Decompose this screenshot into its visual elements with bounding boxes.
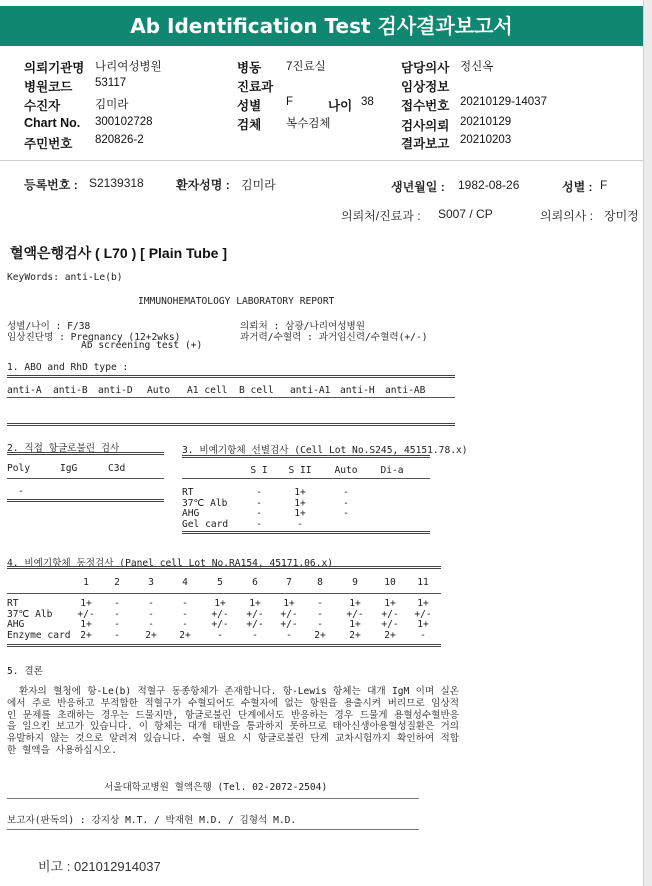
screen-cell: - — [343, 497, 349, 509]
screen-cell: - — [343, 487, 349, 498]
rrn-label: 주민번호 — [24, 137, 73, 151]
panel-cell: 2+ — [384, 629, 396, 641]
panel-cell: - — [148, 619, 154, 631]
report-date-value: 20210203 — [460, 134, 512, 146]
panel-cell: +/- — [414, 608, 432, 620]
panel-cell: 1+ — [417, 619, 429, 631]
panel-cell: +/- — [246, 619, 264, 631]
panel-cell: 2+ — [80, 629, 92, 641]
screen-row-label: AHG — [182, 508, 200, 519]
dat-value-cell: - — [18, 486, 24, 497]
panel-header-cell: 4 — [182, 577, 188, 588]
report-title: Ab Identification Test 검사결과보고서 — [130, 14, 513, 38]
institution-line: 서울대학교병원 혈액은행 (Tel. 02-2072-2504) — [104, 782, 328, 793]
hospital-code-label: 병원코드 — [24, 80, 73, 94]
abo-header-cell: B cell — [239, 385, 274, 396]
panel-cell: 1+ — [249, 598, 261, 609]
name-value: 김미라 — [241, 178, 276, 192]
hospital-code-value: 53117 — [95, 77, 127, 89]
ward-value: 7진료실 — [286, 61, 326, 73]
panel-rule-mid — [7, 593, 441, 594]
abo-rule-mid — [7, 397, 455, 398]
panel-row-label: RT — [7, 598, 19, 609]
panel-header-cell: 2 — [114, 577, 120, 588]
doctor-label: 담당의사 — [401, 61, 450, 75]
panel-header-cell: 1 — [83, 577, 89, 588]
conclusion-title: 5. 결론 — [7, 666, 43, 677]
request-date-value: 20210129 — [460, 116, 512, 128]
req-dept-label: 의뢰처/진료과 : — [341, 209, 421, 223]
sex-label: 성별 — [237, 99, 262, 113]
header-divider — [0, 160, 643, 161]
panel-row-label: 37℃ Alb — [7, 608, 53, 620]
panel-header-cell: 10 — [384, 577, 396, 588]
diagnosis-line-2: Ab screening test (+) — [81, 340, 203, 351]
screen-cell: - — [256, 487, 262, 498]
panel-cell: 1+ — [80, 598, 92, 609]
abo-header-cell: Auto — [147, 385, 171, 396]
dept-label: 진료과 — [237, 80, 274, 94]
panel-cell: +/- — [246, 608, 264, 620]
institution-value: 나리여성병원 — [95, 61, 162, 73]
dat-rule-bottom — [7, 499, 164, 502]
institution-label: 의뢰기관명 — [24, 61, 85, 75]
abo-title: 1. ABO and RhD type : — [7, 362, 129, 373]
panel-row-label: Enzyme card — [7, 629, 71, 641]
abo-header-cell: anti-H — [340, 385, 375, 396]
req-doctor-label: 의뢰의사 : — [540, 209, 594, 223]
abo-rule-top — [7, 375, 455, 378]
dat-header-cell: Poly — [7, 463, 31, 474]
screen-row-label: 37℃ Alb — [182, 497, 228, 509]
panel-cell: 1+ — [384, 598, 396, 609]
screen-rule-top — [182, 455, 430, 458]
req-doctor-value: 장미정 — [604, 209, 639, 223]
age-value: 38 — [361, 96, 374, 108]
panel-header-cell: 3 — [148, 577, 154, 588]
keywords: KeyWords: anti-Le(b) — [7, 272, 123, 283]
panel-cell: - — [114, 629, 120, 641]
request-date-label: 검사의뢰 — [401, 119, 450, 133]
panel-cell: - — [182, 619, 188, 631]
panel-cell: - — [317, 608, 323, 620]
reg-label: 등록번호 : — [24, 178, 78, 192]
screen-cell: - — [297, 518, 303, 530]
screen-rule-bottom — [182, 531, 430, 534]
screen-row-label: RT — [182, 487, 194, 498]
screen-title: 3. 비예기항체 선별검사 (Cell Lot No.S245, 45151.78.x) — [182, 445, 468, 456]
req-dept-value: S007 / CP — [438, 207, 493, 221]
panel-cell: +/- — [280, 619, 298, 631]
accession-label: 접수번호 — [401, 99, 450, 113]
panel-cell: +/- — [381, 608, 399, 620]
dob-value: 1982-08-26 — [458, 178, 520, 192]
screen-header-cell: Auto — [334, 465, 358, 476]
dat-header-cell: C3d — [108, 463, 126, 474]
sex-age-line: 성별/나이 : F/38 — [7, 321, 91, 332]
panel-cell: 1+ — [283, 598, 295, 609]
panel-cell: 1+ — [349, 619, 361, 631]
age-label: 나이 — [328, 99, 353, 113]
screen-cell: - — [256, 508, 262, 519]
footer-rule-1 — [7, 798, 419, 799]
panel-row-label: AHG — [7, 619, 25, 631]
panel-cell: 1+ — [349, 598, 361, 609]
panel-cell: - — [114, 598, 120, 609]
panel-cell: 1+ — [80, 619, 92, 631]
abo-header-cell: anti-A — [7, 385, 42, 396]
screen-cell: - — [343, 508, 349, 519]
panel-cell: +/- — [280, 608, 298, 620]
chart-label: Chart No. — [24, 116, 81, 130]
panel-cell: +/- — [211, 608, 229, 620]
panel-title: 4. 비예기항체 동정검사 (Panel cell Lot No.RA154, 45171.06.x) — [7, 558, 333, 569]
sex-value: F — [286, 96, 294, 108]
panel-cell: - — [217, 629, 223, 641]
screen-cell: 1+ — [294, 508, 306, 519]
requester-line: 의뢰처 : 삼광/나리여성병원 — [240, 321, 366, 332]
panel-cell: - — [420, 629, 426, 641]
panel-cell: 2+ — [145, 629, 157, 641]
specimen-label: 검체 — [237, 118, 262, 132]
panel-cell: 2+ — [179, 629, 191, 641]
panel-cell: +/- — [381, 619, 399, 631]
screen-cell: - — [256, 497, 262, 509]
conclusion-text: 환자의 혈청에 항-Le(b) 적혈구 동종항체가 존재합니다. 항-Lewis 항체는 대개 IgM 이며 실온에서 주로 반응하고 부적합한 적혈구가 수혈되어도 수혈자에 없는 항원을 용출시켜 버리므로 임상적인 문제를 초래하는 경우는 드물지만, 항글로불린 단계에서도 반응하는 경우 드물게 용혈성수혈반응을 일으킨 보고가 있습니다. 이 항체는 대개 태반을 통과하지 못하므로 태아신생아용혈성질환은 거의 유발하지 않는 것으로 알려져 있습니다. 수혈 필요 시 항글로불린 단계 교차시험까지 확인하여 적합한 혈액을 사용하십시오. — [7, 686, 459, 756]
chart-value: 300102728 — [95, 116, 153, 128]
panel-header-cell: 8 — [317, 577, 323, 588]
diagnosis-line-1: 임상진단명 : Pregnancy (12+2wks) — [7, 332, 181, 343]
abo-header-cell: anti-D — [98, 385, 133, 396]
panel-rule-bottom — [7, 644, 441, 647]
panel-cell: - — [182, 598, 188, 609]
page-edge — [643, 0, 652, 886]
name-label: 환자성명 : — [176, 178, 230, 192]
patient-sex-value: F — [600, 178, 608, 192]
examinee-label: 수진자 — [24, 99, 61, 113]
panel-header-cell: 6 — [252, 577, 258, 588]
screen-cell: - — [256, 518, 262, 530]
screen-row-label: Gel card — [182, 518, 229, 530]
doctor-value: 정신옥 — [460, 61, 494, 73]
panel-header-cell: 5 — [217, 577, 223, 588]
screen-cell: 1+ — [294, 487, 306, 498]
report-date-label: 결과보고 — [401, 137, 450, 151]
panel-cell: - — [317, 598, 323, 609]
lab-title: IMMUNOHEMATOLOGY LABORATORY REPORT — [138, 296, 335, 307]
dat-rule-mid — [7, 478, 164, 479]
panel-header-cell: 7 — [286, 577, 292, 588]
panel-cell: - — [114, 608, 120, 620]
examinee-value: 김미라 — [95, 99, 129, 111]
title-banner — [0, 6, 643, 46]
dat-title: 2. 직접 항글로불린 검사 — [7, 443, 120, 454]
patient-sex-label: 성별 : — [562, 180, 593, 194]
screen-header-cell: S I — [250, 465, 268, 476]
panel-cell: +/- — [346, 608, 364, 620]
abo-header-cell: anti-AB — [385, 385, 426, 396]
panel-cell: +/- — [77, 608, 95, 620]
panel-cell: - — [286, 629, 292, 641]
panel-cell: - — [317, 619, 323, 631]
abo-header-cell: anti-B — [53, 385, 88, 396]
panel-cell: - — [148, 598, 154, 609]
accession-value: 20210129-14037 — [460, 96, 547, 108]
abo-header-cell: A1 cell — [187, 385, 228, 396]
ward-label: 병동 — [237, 61, 262, 75]
section-title: 혈액은행검사 ( L70 ) [ Plain Tube ] — [10, 245, 228, 261]
screen-rule-mid — [182, 478, 430, 479]
history-line: 과거력/수혈력 : 과거임신력/수혈력(+/-) — [240, 332, 428, 343]
panel-cell: - — [252, 629, 258, 641]
screen-header-cell: Di-a — [380, 465, 404, 476]
abo-rule-bottom — [7, 423, 455, 426]
footer-rule-2 — [7, 829, 419, 830]
panel-cell: 1+ — [214, 598, 226, 609]
screen-header-cell: S II — [288, 465, 312, 476]
panel-rule-top — [7, 566, 441, 569]
dob-label: 생년월일 : — [391, 180, 445, 194]
dat-rule-top — [7, 452, 164, 455]
clinical-label: 임상정보 — [401, 80, 450, 94]
reg-value: S2139318 — [89, 176, 144, 190]
panel-header-cell: 11 — [417, 577, 429, 588]
panel-cell: - — [114, 619, 120, 631]
panel-cell: 1+ — [417, 598, 429, 609]
panel-header-cell: 9 — [352, 577, 358, 588]
abo-header-cell: anti-A1 — [290, 385, 331, 396]
reporter-line: 보고자(판독의) : 강지상 M.T. / 박재현 M.D. / 김형석 M.D. — [7, 815, 297, 826]
remarks: 비고 : 021012914037 — [38, 859, 161, 874]
panel-cell: - — [182, 608, 188, 620]
panel-cell: +/- — [211, 619, 229, 631]
screen-cell: 1+ — [294, 497, 306, 509]
rrn-value: 820826-2 — [95, 134, 144, 146]
panel-cell: - — [148, 608, 154, 620]
specimen-value: 복수검체 — [286, 118, 331, 130]
panel-cell: 2+ — [349, 629, 361, 641]
dat-header-cell: IgG — [60, 463, 78, 474]
panel-cell: 2+ — [314, 629, 326, 641]
